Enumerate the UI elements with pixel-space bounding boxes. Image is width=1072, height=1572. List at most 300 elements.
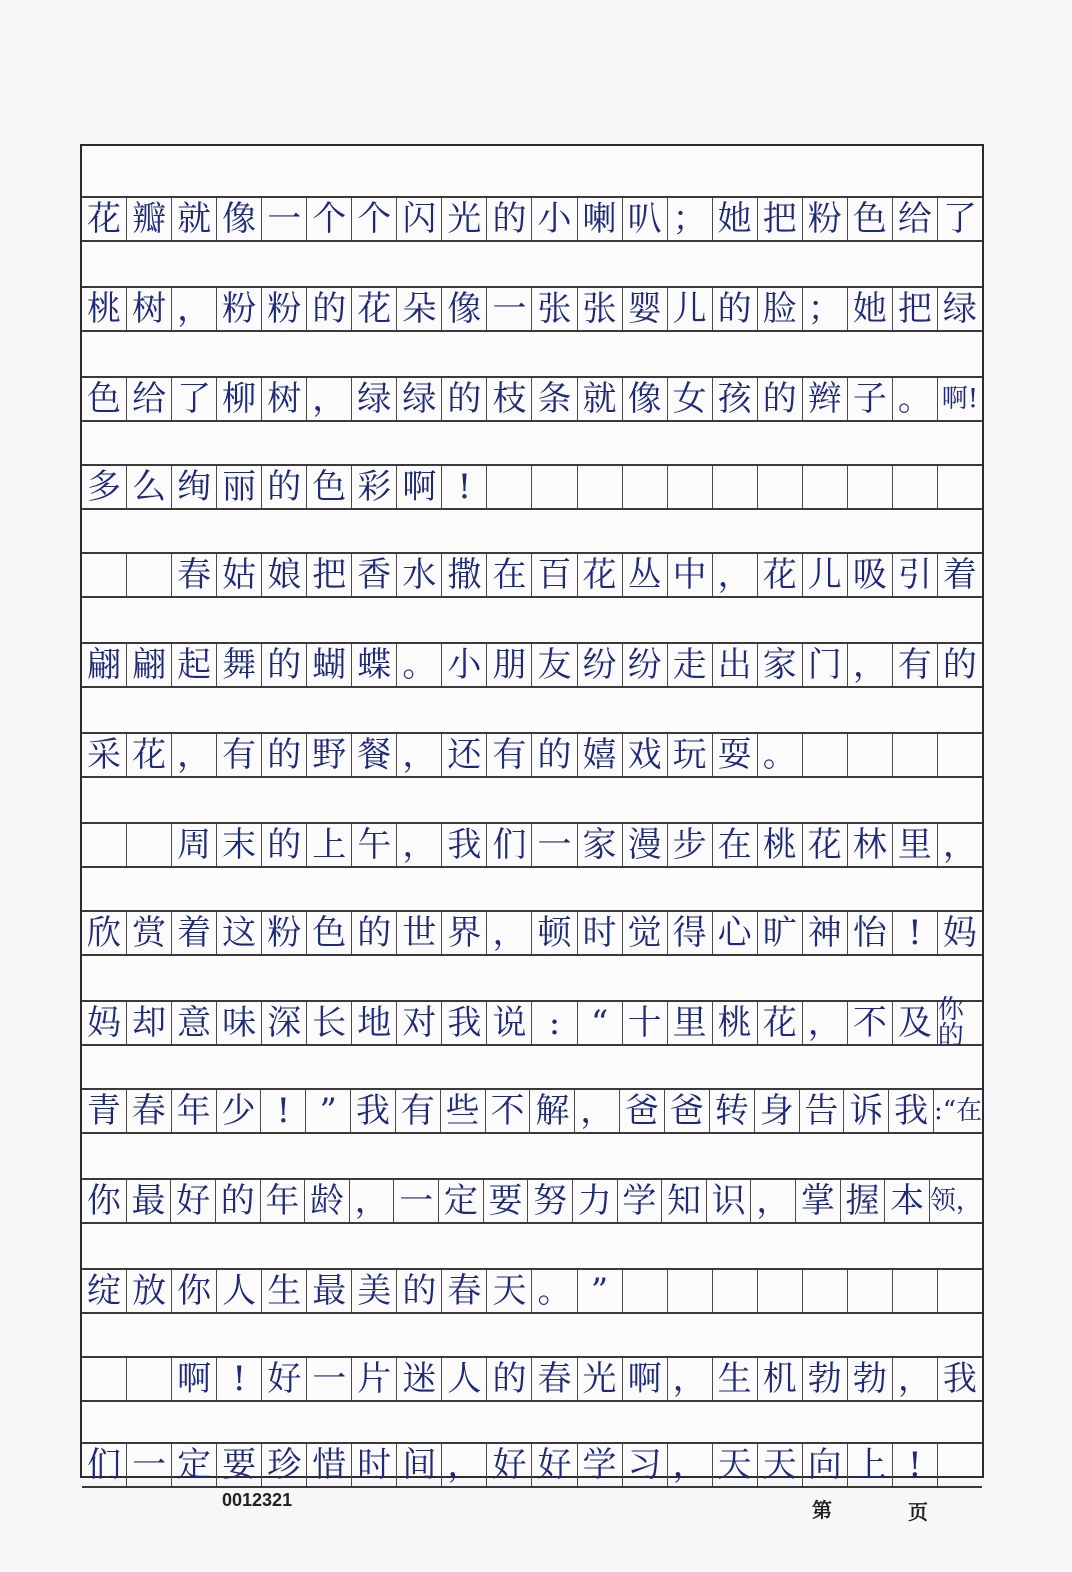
grid-cell: 赏	[127, 912, 172, 954]
grid-cell	[848, 734, 893, 776]
grid-cell: 你的	[937, 995, 964, 1051]
grid-cell: 好	[532, 1444, 577, 1486]
grid-cell: 野	[307, 734, 352, 776]
grid-cell: !	[442, 466, 487, 508]
grid-cell: 柳	[217, 378, 262, 420]
grid-cell: 龄	[305, 1180, 350, 1222]
grid-cell: 深	[262, 1002, 307, 1044]
grid-cell: 定	[172, 1444, 217, 1486]
grid-cell	[623, 1270, 668, 1312]
grid-cell: 张	[532, 288, 577, 330]
grid-cell: 翩	[127, 644, 172, 686]
grid-cell: ，	[172, 288, 217, 330]
grid-cell	[893, 1270, 938, 1312]
grid-cell: 天	[713, 1444, 758, 1486]
grid-cell: 世	[397, 912, 442, 954]
grid-cell: 起	[172, 644, 217, 686]
grid-cell: ，	[350, 1180, 395, 1222]
grid-cell	[82, 554, 127, 596]
grid-cell: 色	[82, 378, 127, 420]
grid-cell: 张	[578, 288, 623, 330]
grid-row	[82, 196, 982, 242]
grid-cell: 美	[352, 1270, 397, 1312]
grid-row	[82, 910, 982, 956]
grid-cell: 识	[707, 1180, 752, 1222]
grid-cell: 勃	[803, 1358, 848, 1400]
grid-cell: 了	[942, 199, 977, 239]
grid-cell: 子	[848, 378, 893, 420]
grid-cell: 这	[217, 912, 262, 954]
grid-cell	[532, 466, 577, 508]
grid-cell: 枝	[487, 378, 532, 420]
grid-cell: 儿	[668, 288, 713, 330]
grid-cell: 怡	[848, 912, 893, 954]
grid-cell: 习	[623, 1444, 668, 1486]
grid-cell: 彩	[352, 466, 397, 508]
grid-cell: 粉	[262, 912, 307, 954]
grid-cell: 树	[262, 378, 307, 420]
grid-cell: 味	[217, 1002, 262, 1044]
grid-cell: !	[893, 912, 938, 954]
grid-cell: 着	[942, 555, 977, 595]
grid-cell: 转	[710, 1090, 755, 1132]
grid-cell: 的	[262, 734, 307, 776]
grid-cell: 小	[442, 644, 487, 686]
grid-cell: 告	[800, 1090, 845, 1132]
grid-cell: 香	[352, 554, 397, 596]
grid-cell: 好	[262, 1358, 307, 1400]
grid-cell: 天	[487, 1270, 532, 1312]
grid-cell: 掌	[796, 1180, 841, 1222]
grid-cell: 的	[758, 378, 803, 420]
grid-cell	[893, 466, 938, 508]
grid-cell: 的	[216, 1180, 261, 1222]
grid-cell: 生	[262, 1270, 307, 1312]
grid-cell: :	[532, 1002, 577, 1044]
grid-cell: 耍	[713, 734, 758, 776]
grid-cell: 粉	[803, 198, 848, 240]
grid-cell: 要	[217, 1444, 262, 1486]
grid-cell	[938, 1444, 982, 1486]
grid-cell	[848, 1270, 893, 1312]
grid-cell: 迷	[397, 1358, 442, 1400]
grid-cell: 个	[307, 198, 352, 240]
grid-cell: ，	[668, 1358, 713, 1400]
grid-cell: 周	[172, 824, 217, 866]
grid-cell	[713, 466, 758, 508]
grid-cell: !	[217, 1358, 262, 1400]
grid-cell: 心	[713, 912, 758, 954]
grid-cell: 春	[532, 1358, 577, 1400]
page-label-suffix: 页	[908, 1500, 928, 1524]
grid-cell: 采	[82, 734, 127, 776]
grid-cell: ，	[307, 378, 352, 420]
grid-cell: 些	[441, 1090, 486, 1132]
grid-cell: 最	[127, 1180, 172, 1222]
grid-cell	[82, 1358, 127, 1400]
grid-cell: 的	[942, 645, 977, 685]
grid-cell: 有	[217, 734, 262, 776]
grid-cell: 儿	[803, 554, 848, 596]
grid-cell: 的	[352, 912, 397, 954]
grid-cell: 么	[127, 466, 172, 508]
grid-cell: 就	[172, 198, 217, 240]
grid-cell: 花	[758, 1002, 803, 1044]
grid-cell: 你	[82, 1180, 127, 1222]
grid-cell: 瓣	[127, 198, 172, 240]
grid-cell: 意	[172, 1002, 217, 1044]
grid-cell: 啊!	[941, 384, 979, 414]
grid-cell: !	[893, 1444, 938, 1486]
grid-cell: 她	[713, 198, 758, 240]
grid-row	[82, 642, 982, 688]
grid-row	[82, 1442, 982, 1488]
grid-cell: 学	[618, 1180, 663, 1222]
grid-cell: 粉	[217, 288, 262, 330]
grid-cell: 女	[668, 378, 713, 420]
grid-cell: ，	[442, 1444, 487, 1486]
grid-cell: 叭	[623, 198, 668, 240]
grid-cell: 小	[532, 198, 577, 240]
grid-cell	[127, 1358, 172, 1400]
grid-cell: 我	[889, 1090, 934, 1132]
page-label-prefix: 第	[812, 1498, 832, 1522]
grid-row	[82, 286, 982, 332]
grid-row	[82, 1268, 982, 1314]
grid-cell: 桃	[713, 1002, 758, 1044]
grid-cell: 力	[573, 1180, 618, 1222]
grid-cell: 有	[487, 734, 532, 776]
grid-cell: 舞	[217, 644, 262, 686]
grid-cell: ，	[713, 554, 758, 596]
grid-cell: 丛	[623, 554, 668, 596]
grid-cell: 光	[578, 1358, 623, 1400]
grid-cell: :“在	[934, 1096, 983, 1126]
grid-cell: 绿	[942, 289, 977, 329]
grid-cell: 我	[442, 824, 487, 866]
grid-cell: 欣	[82, 912, 127, 954]
grid-cell: 家	[578, 824, 623, 866]
grid-cell: “	[578, 1002, 623, 1044]
grid-cell: 辫	[803, 378, 848, 420]
grid-cell: 中	[668, 554, 713, 596]
grid-cell: 孩	[713, 378, 758, 420]
grid-cell: 。	[893, 378, 938, 420]
grid-cell: 对	[397, 1002, 442, 1044]
grid-row	[82, 552, 982, 598]
grid-cell: 长	[307, 1002, 352, 1044]
grid-cell: 一	[394, 1180, 439, 1222]
grid-cell: 不	[848, 1002, 893, 1044]
grid-cell: 戏	[623, 734, 668, 776]
grid-row	[82, 732, 982, 778]
grid-cell: 花	[127, 734, 172, 776]
grid-cell: 上	[307, 824, 352, 866]
grid-cell: 绿	[352, 378, 397, 420]
grid-cell	[803, 1270, 848, 1312]
grid-cell: 地	[352, 1002, 397, 1044]
grid-cell: 还	[442, 734, 487, 776]
grid-cell: 向	[803, 1444, 848, 1486]
grid-cell: 我	[942, 1359, 977, 1399]
grid-cell: 的	[262, 466, 307, 508]
grid-cell: 脸	[758, 288, 803, 330]
grid-cell: 的	[487, 198, 532, 240]
grid-cell	[82, 824, 127, 866]
grid-cell: 春	[172, 554, 217, 596]
grid-cell: 绿	[397, 378, 442, 420]
grid-cell: 花	[803, 824, 848, 866]
grid-cell: 。	[397, 644, 442, 686]
grid-cell: 说	[487, 1002, 532, 1044]
grid-cell: 绽	[82, 1270, 127, 1312]
grid-cell: 像	[623, 378, 668, 420]
grid-cell: 了	[172, 378, 217, 420]
grid-cell: 给	[127, 378, 172, 420]
grid-cell: 我	[351, 1090, 396, 1132]
grid-cell: 人	[217, 1270, 262, 1312]
grid-cell: 姑	[217, 554, 262, 596]
grid-cell: 树	[127, 288, 172, 330]
grid-cell: 年	[172, 1090, 217, 1132]
grid-cell: 把	[893, 288, 938, 330]
grid-cell: 娘	[262, 554, 307, 596]
grid-cell	[938, 734, 982, 776]
grid-cell: 爸	[665, 1090, 710, 1132]
grid-cell: 上	[848, 1444, 893, 1486]
grid-cell: 闪	[397, 198, 442, 240]
grid-cell: 水	[397, 554, 442, 596]
grid-cell	[848, 466, 893, 508]
grid-cell: 定	[439, 1180, 484, 1222]
grid-cell: 色	[307, 912, 352, 954]
grid-cell: 要	[484, 1180, 529, 1222]
grid-cell: 里	[668, 1002, 713, 1044]
grid-cell: 百	[532, 554, 577, 596]
grid-cell: 蝶	[352, 644, 397, 686]
grid-cell: 花	[82, 198, 127, 240]
grid-cell: 一	[127, 1444, 172, 1486]
grid-cell: 的	[262, 644, 307, 686]
grid-cell: 及	[893, 1002, 938, 1044]
grid-cell: 觉	[623, 912, 668, 954]
grid-cell: 朵	[397, 288, 442, 330]
grid-cell: 家	[758, 644, 803, 686]
grid-cell: 像	[442, 288, 487, 330]
grid-cell: !	[261, 1090, 306, 1132]
grid-cell: 啊	[397, 466, 442, 508]
grid-cell: 的	[442, 378, 487, 420]
grid-cell: 绚	[172, 466, 217, 508]
grid-cell	[127, 554, 172, 596]
grid-cell: 光	[442, 198, 487, 240]
grid-cell	[623, 466, 668, 508]
grid-cell: 引	[893, 554, 938, 596]
grid-cell: 妈	[942, 913, 977, 953]
grid-cell: 。	[532, 1270, 577, 1312]
grid-cell	[487, 466, 532, 508]
grid-cell: 的	[397, 1270, 442, 1312]
grid-cell: 给	[893, 198, 938, 240]
grid-cell: 好	[487, 1444, 532, 1486]
grid-cell: 的	[262, 824, 307, 866]
grid-cell: 就	[578, 378, 623, 420]
grid-cell: 爸	[620, 1090, 665, 1132]
grid-cell: 蝴	[307, 644, 352, 686]
grid-cell: 漫	[623, 824, 668, 866]
grid-cell: 间	[397, 1444, 442, 1486]
paper-code: 0012321	[222, 1490, 293, 1510]
grid-cell: 出	[713, 644, 758, 686]
grid-cell: 人	[442, 1358, 487, 1400]
grid-cell	[127, 824, 172, 866]
grid-cell: 色	[307, 466, 352, 508]
grid-cell: 吸	[848, 554, 893, 596]
grid-cell: 片	[352, 1358, 397, 1400]
grid-cell: 神	[803, 912, 848, 954]
grid-cell: 有	[893, 644, 938, 686]
grid-cell: 啊	[172, 1358, 217, 1400]
grid-cell: 青	[82, 1090, 127, 1132]
grid-cell: 最	[307, 1270, 352, 1312]
grid-cell: 的	[307, 288, 352, 330]
grid-cell	[803, 734, 848, 776]
grid-cell: 着	[172, 912, 217, 954]
grid-cell: 门	[803, 644, 848, 686]
grid-cell: 旷	[758, 912, 803, 954]
grid-cell: ，	[893, 1358, 938, 1400]
grid-cell: 年	[261, 1180, 306, 1222]
grid-cell: ，	[487, 912, 532, 954]
grid-cell: 婴	[623, 288, 668, 330]
grid-cell: 餐	[352, 734, 397, 776]
grid-cell: ，	[575, 1090, 620, 1132]
grid-cell: 玩	[668, 734, 713, 776]
grid-cell: 好	[171, 1180, 216, 1222]
grid-cell: 嬉	[578, 734, 623, 776]
grid-cell: ，	[848, 644, 893, 686]
grid-cell: 花	[352, 288, 397, 330]
grid-cell: 纷	[623, 644, 668, 686]
grid-cell: 却	[127, 1002, 172, 1044]
grid-cell: ，	[397, 734, 442, 776]
grid-cell: ，	[751, 1180, 796, 1222]
grid-cell: 末	[217, 824, 262, 866]
grid-cell: 在	[713, 824, 758, 866]
grid-cell: 努	[528, 1180, 573, 1222]
grid-cell	[803, 466, 848, 508]
grid-cell: 身	[755, 1090, 800, 1132]
grid-cell	[713, 1270, 758, 1312]
grid-cell: 一	[487, 288, 532, 330]
grid-cell: 丽	[217, 466, 262, 508]
grid-cell: 条	[532, 378, 577, 420]
grid-cell: 多	[82, 466, 127, 508]
grid-cell: 们	[82, 1444, 127, 1486]
grid-cell: 时	[578, 912, 623, 954]
grid-cell: 撒	[442, 554, 487, 596]
grid-cell: 友	[532, 644, 577, 686]
grid-cell: 你	[172, 1270, 217, 1312]
grid-row	[82, 1178, 982, 1224]
grid-cell: 桃	[758, 824, 803, 866]
grid-cell	[758, 466, 803, 508]
grid-cell	[668, 1270, 713, 1312]
grid-cell: 一	[532, 824, 577, 866]
grid-cell: 少	[217, 1090, 262, 1132]
grid-cell: 里	[893, 824, 938, 866]
grid-cell: ”	[306, 1090, 351, 1132]
grid-cell: ，	[942, 825, 977, 865]
grid-cell: 花	[758, 554, 803, 596]
grid-cell: 我	[442, 1002, 487, 1044]
grid-cell	[758, 1270, 803, 1312]
grid-row	[82, 1088, 982, 1134]
grid-cell: 妈	[82, 1002, 127, 1044]
grid-cell: 春	[127, 1090, 172, 1132]
grid-cell: 像	[217, 198, 262, 240]
grid-cell	[893, 734, 938, 776]
grid-cell: ；	[668, 198, 713, 240]
grid-cell: 界	[442, 912, 487, 954]
grid-cell	[668, 466, 713, 508]
grid-cell: ，	[172, 734, 217, 776]
grid-cell: 色	[848, 198, 893, 240]
grid-cell: ；	[803, 288, 848, 330]
grid-cell: 有	[396, 1090, 441, 1132]
grid-cell: 喇	[578, 198, 623, 240]
grid-cell	[938, 1270, 982, 1312]
grid-cell: 午	[352, 824, 397, 866]
grid-cell: 不	[486, 1090, 531, 1132]
grid-cell: 个	[352, 198, 397, 240]
grid-cell: ，	[668, 1444, 713, 1486]
grid-cell: ”	[578, 1270, 623, 1312]
grid-cell: 的	[532, 734, 577, 776]
grid-cell: 步	[668, 824, 713, 866]
grid-cell: 知	[662, 1180, 707, 1222]
grid-cell: 机	[758, 1358, 803, 1400]
grid-cell: 把	[758, 198, 803, 240]
grid-row	[82, 995, 982, 1051]
grid-cell: 春	[442, 1270, 487, 1312]
grid-cell: 握	[841, 1180, 886, 1222]
grid-cell: 珍	[262, 1444, 307, 1486]
grid-cell: 诉	[844, 1090, 889, 1132]
grid-cell: 十	[623, 1002, 668, 1044]
grid-cell: 们	[487, 824, 532, 866]
grid-cell: 。	[758, 734, 803, 776]
grid-row	[82, 464, 982, 510]
grid-cell: 惜	[307, 1444, 352, 1486]
grid-cell: 勃	[848, 1358, 893, 1400]
grid-cell: ，	[803, 1002, 848, 1044]
grid-cell: 把	[307, 554, 352, 596]
grid-row	[82, 822, 982, 868]
grid-cell: 领，	[929, 1186, 982, 1216]
grid-cell: 解	[530, 1090, 575, 1132]
grid-cell	[938, 466, 982, 508]
grid-cell: ，	[397, 824, 442, 866]
grid-cell: 在	[487, 554, 532, 596]
grid-cell: 啊	[623, 1358, 668, 1400]
grid-cell	[578, 466, 623, 508]
grid-cell: 的	[487, 1358, 532, 1400]
grid-cell: 放	[127, 1270, 172, 1312]
grid-cell: 时	[352, 1444, 397, 1486]
grid-cell: 纷	[578, 644, 623, 686]
grid-cell: 一	[307, 1358, 352, 1400]
